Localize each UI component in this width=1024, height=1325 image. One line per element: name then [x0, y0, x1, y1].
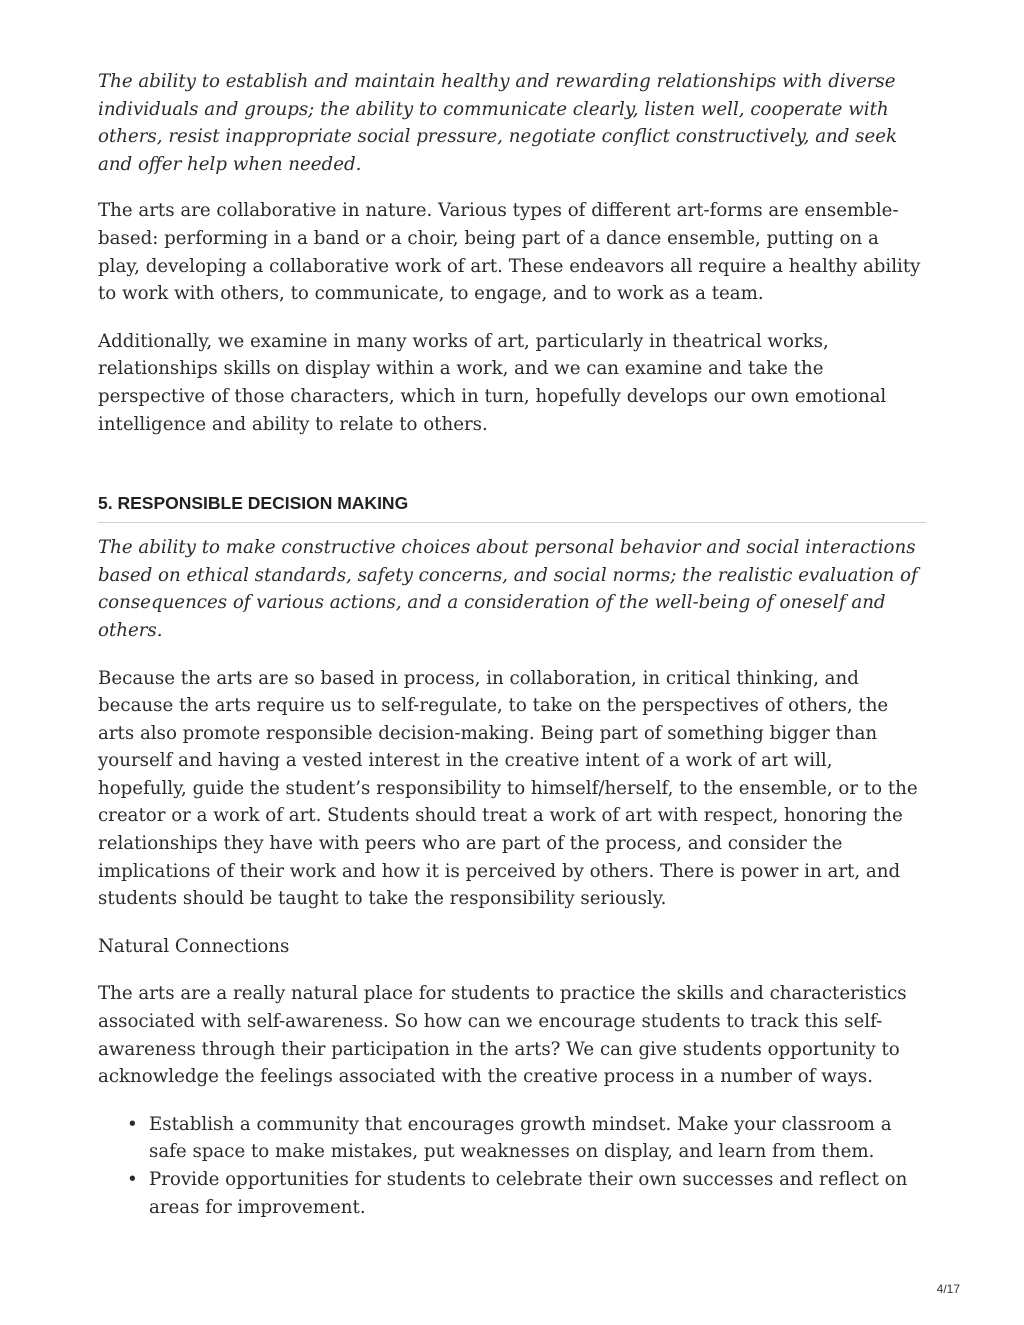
- collaborative-paragraph: The arts are collaborative in nature. Various types of different art-forms are ensemble- based: performing in a band or a choir, being part of a dance ensemble, putting on a play, developing a collaborative work of art. These endeavors all require a healthy ability to work with others, to communicate, to engage, and to work as a team.: [98, 200, 921, 305]
- suggestions-list: [98, 1111, 926, 1221]
- list-item: [127, 1166, 926, 1221]
- list-item-text: Provide opportunities for students to celebrate their own successes and reflect on areas for improvement.: [149, 1169, 908, 1218]
- additionally-paragraph: Additionally, we examine in many works of art, particularly in theatrical works, relationships skills on display within a work, and we can examine and take the perspective of those characters, which in turn, hopefully develops our own emotional intelligence and ability to relate to others.: [98, 330, 887, 435]
- bullet-icon: •: [127, 1169, 138, 1190]
- natural-connections-paragraph: The arts are a really natural place for students to practice the skills and characteristics associated with self-awareness. So how can we encourage students to track this self-awareness through their participation in the arts? We can give students opportunity to acknowledge the feelings associated with the creative process in a number of ways.: [98, 983, 907, 1088]
- relationship-skills-definition: The ability to establish and maintain healthy and rewarding relationships with diverse individuals and groups; the ability to communicate clearly, listen well, cooperate with others, resist inappropriate social pressure, negotiate conflict constructively, and seek and offer help when needed.: [98, 71, 898, 175]
- page-number: 4/17: [936, 1282, 960, 1296]
- bullet-icon: •: [127, 1113, 138, 1135]
- decision-making-paragraph: Because the arts are so based in process, in collaboration, in critical thinking, and because the arts require us to self-regulate, to take on the perspectives of others, the arts also promote responsible decision-making. Being part of something bigger than yourself and having a vested interest in the creative intent of a work of art will, hopefully, guide the student’s responsibility to himself/herself, to the ensemble, or to the creator or a work of art. Students should treat a work of art with respect, honoring the relationships they have with peers who are part of the process, and consider the implications of their work and how it is perceived by others. There is power in art, and students should be taught to take the responsibility seriously.: [98, 667, 918, 910]
- section-heading-responsible-decision-making: 5. RESPONSIBLE DECISION MAKING: [98, 492, 926, 523]
- article-body: [98, 68, 926, 1221]
- natural-connections-title: Natural Connections: [98, 935, 290, 957]
- list-item-text: Establish a community that encourages growth mindset. Make your classroom a safe space to make mistakes, put weaknesses on display, and learn from them.: [149, 1113, 892, 1163]
- list-item: [127, 1111, 926, 1166]
- decision-making-definition: The ability to make constructive choices about personal behavior and social interactions based on ethical standards, safety concerns, and social norms; the realistic evaluation of consequences of various actions, and a consideration of the well-being of oneself and others.: [98, 537, 918, 641]
